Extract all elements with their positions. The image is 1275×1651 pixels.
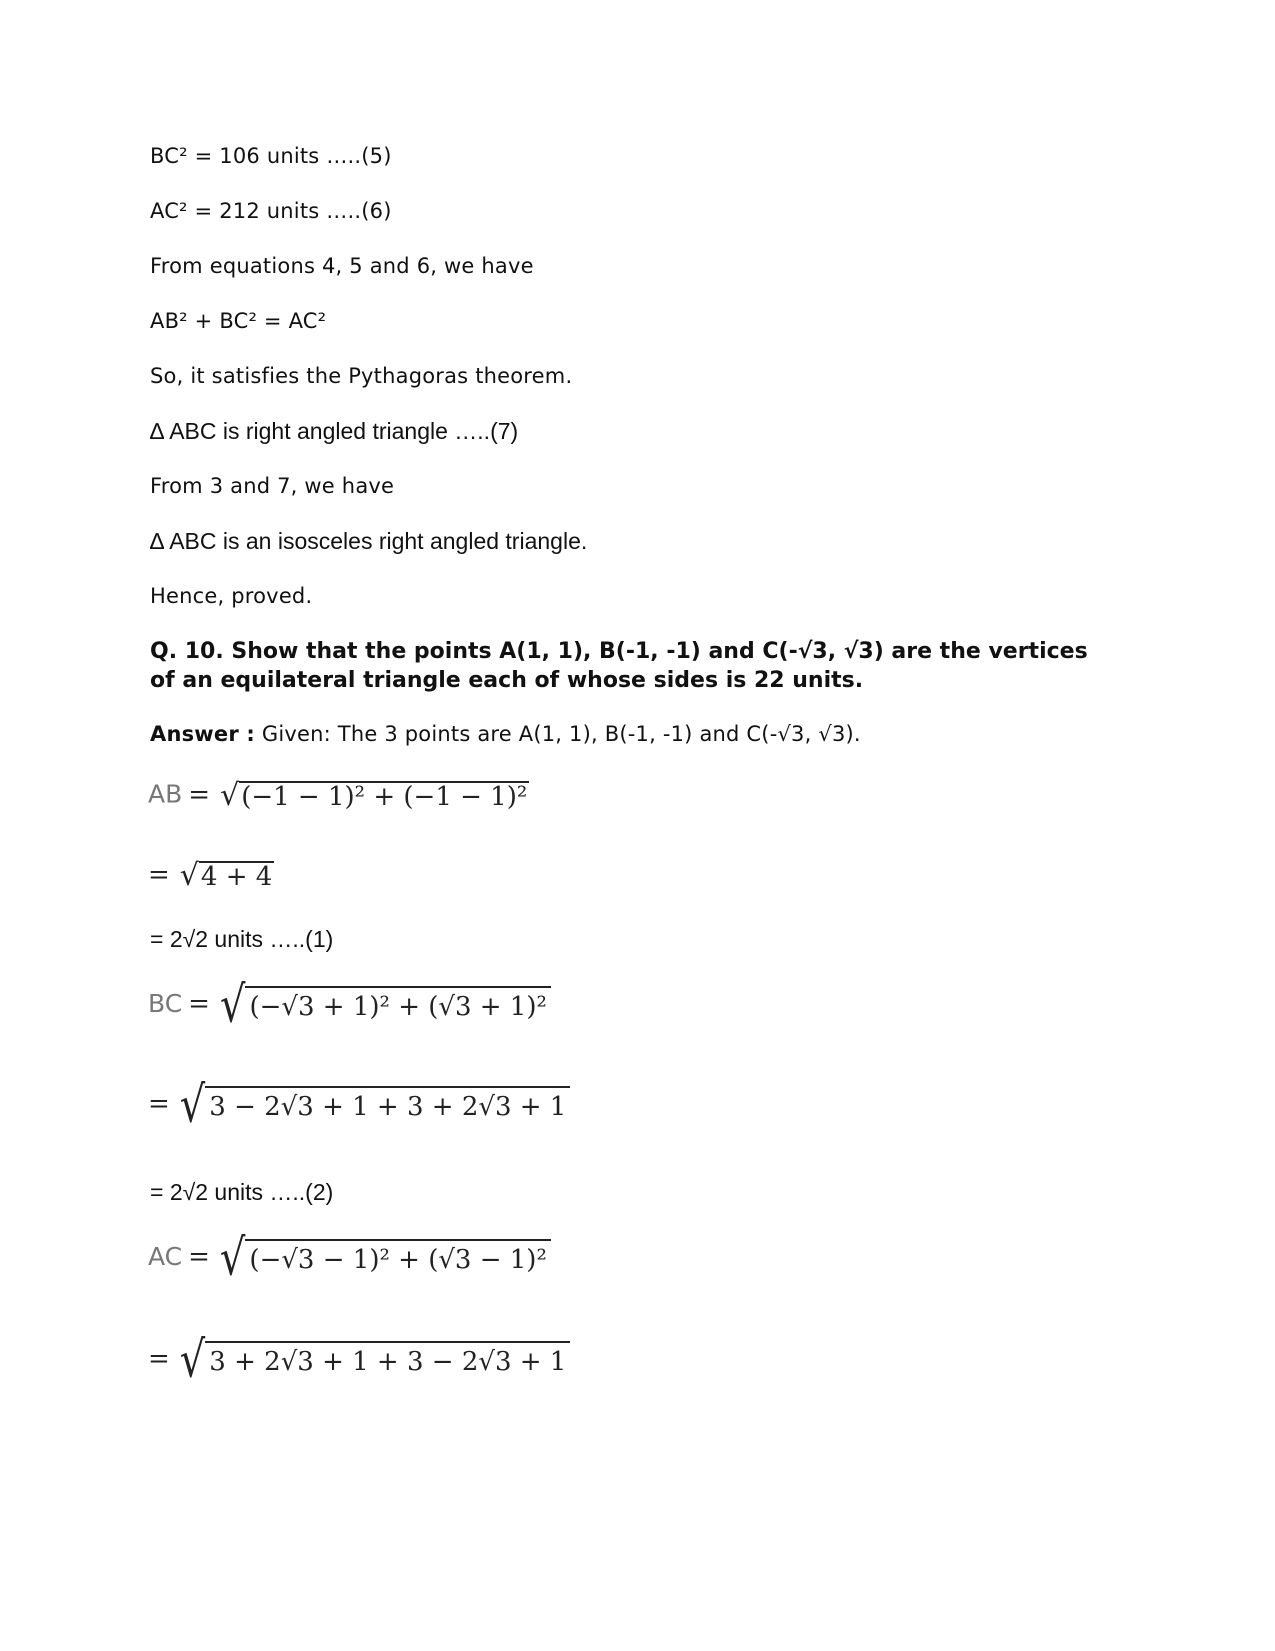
answer-label: Answer : [150,722,256,746]
equals-sign: = [188,989,210,1019]
answer-line [150,720,861,748]
bc-formula [148,976,551,1034]
radical-icon: √ [219,1229,246,1287]
text-satisfies-pythagoras: So, it satisfies the Pythagoras theorem. [150,364,573,388]
bc-step2-radical [179,1076,571,1134]
ab-step2 [148,858,274,893]
ab-step2-radicand: 4 + 4 [200,861,273,892]
bc-lhs: BC [148,989,183,1018]
text-hence-proved: Hence, proved. [150,584,313,608]
ab-formula [148,778,529,813]
ac-radicand: (−√3 − 1)² + (√3 − 1)² [245,1239,550,1277]
text-from-equations: From equations 4, 5 and 6, we have [150,254,534,278]
bc-radicand: (−√3 + 1)² + (√3 + 1)² [245,986,550,1024]
radical-icon: √ [179,858,199,893]
radical-icon: √ [220,778,240,813]
ac-lhs: AC [148,1242,183,1271]
radical-icon: √ [179,1076,206,1134]
ac-step2 [148,1331,570,1389]
ac-step2-radical [179,1331,571,1389]
equals-sign: = [148,1344,170,1374]
equals-sign: = [148,859,170,890]
ab-radicand: (−1 − 1)² + (−1 − 1)² [241,781,528,812]
bc-step2-radicand: 3 − 2√3 + 1 + 3 + 2√3 + 1 [205,1086,570,1124]
equation-bc-squared: BC² = 106 units …..(5) [150,144,392,168]
ab-lhs: AB [148,779,183,809]
equation-ac-squared: AC² = 212 units …..(6) [150,199,392,223]
equals-sign: = [148,1089,170,1119]
ab-result: = 2√2 units …..(1) [150,926,334,952]
equation-pythagoras: AB² + BC² = AC² [150,309,327,333]
ac-step2-radicand: 3 + 2√3 + 1 + 3 − 2√3 + 1 [205,1341,570,1379]
text-right-angled: ∆ ABC is right angled triangle …..(7) [150,418,519,444]
bc-step2 [148,1076,570,1134]
ac-radical [219,1229,551,1287]
bc-result: = 2√2 units …..(2) [150,1179,334,1205]
radical-icon: √ [219,976,246,1034]
equals-sign: = [188,1242,210,1272]
ac-formula [148,1229,551,1287]
text-isosceles-right: ∆ ABC is an isosceles right angled triangle. [150,528,588,554]
answer-text: Given: The 3 points are A(1, 1), B(-1, -1) and C(-√3, √3). [255,722,861,746]
equals-sign: = [188,779,211,810]
text-from-3-and-7: From 3 and 7, we have [150,474,395,498]
bc-radical [219,976,551,1034]
question-10: Q. 10. Show that the points A(1, 1), B(-1, -1) and C(-√3, √3) are the vertices of an equilateral triangle each of whose sides is 22 units. [150,639,1088,693]
radical-icon: √ [179,1331,206,1389]
